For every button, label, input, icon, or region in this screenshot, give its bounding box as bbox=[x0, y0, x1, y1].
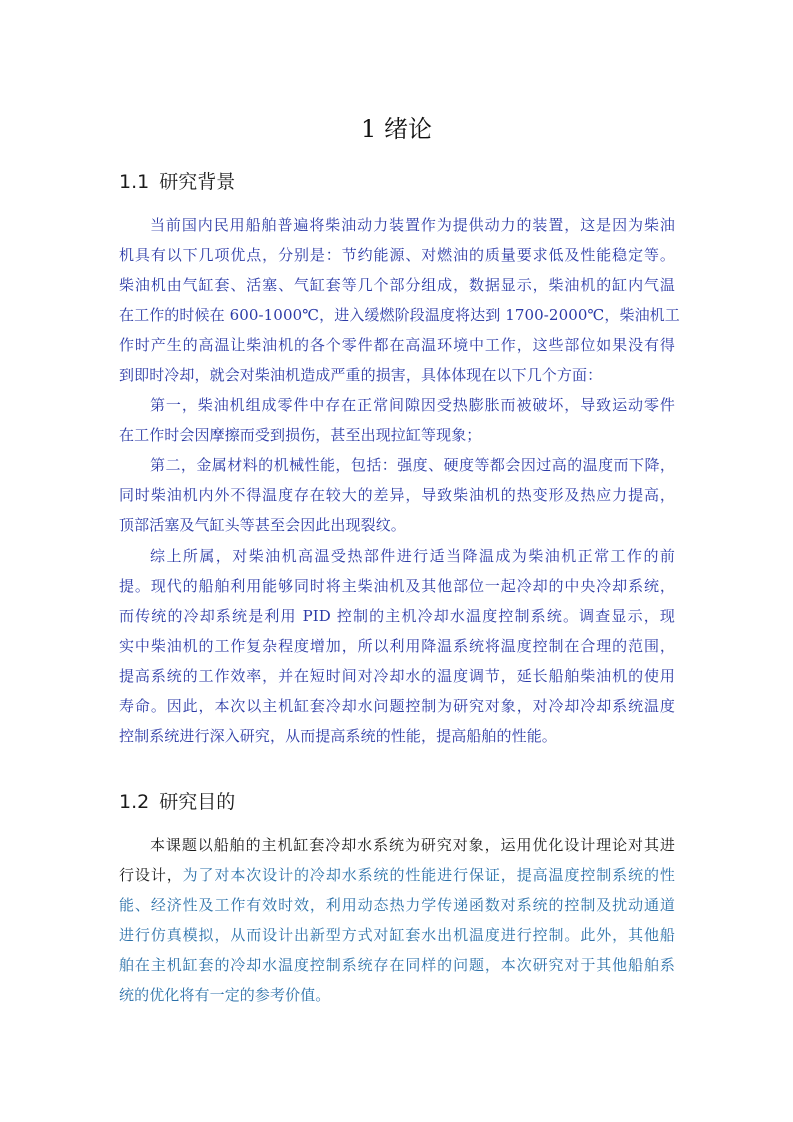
paragraph-line: 寿命。因此，本次以主机缸套冷却水问题控制为研究对象，对冷却冷却系统温度 bbox=[119, 697, 675, 715]
paragraph-line: 舶在主机缸套的冷却水温度控制系统存在同样的问题，本次研究对于其他船舶系 bbox=[119, 956, 675, 974]
paragraph-line: 提高系统的工作效率，并在短时间对冷却水的温度调节，延长船舶柴油机的使用 bbox=[119, 667, 675, 685]
paragraph-line: 而传统的冷却系统是利用 PID 控制的主机冷却水温度控制系统。调查显示，现 bbox=[119, 607, 675, 625]
paragraph-line: 柴油机由气缸套、活塞、气缸套等几个部分组成，数据显示，柴油机的缸内气温 bbox=[119, 276, 675, 294]
paragraph-line: 第一，柴油机组成零件中存在正常间隙因受热膨胀而被破坏，导致运动零件 bbox=[150, 396, 675, 414]
paragraph-line: 综上所属，对柴油机高温受热部件进行适当降温成为柴油机正常工作的前 bbox=[150, 547, 675, 565]
paragraph-line: 能、经济性及工作有效时效，利用动态热力学传递函数对系统的控制及扰动通道 bbox=[119, 896, 675, 914]
paragraph-line: 提。现代的船舶利用能够同时将主柴油机及其他部位一起冷却的中央冷却系统， bbox=[119, 577, 675, 595]
section-title: 研究目的 bbox=[159, 791, 236, 813]
paragraph-line: 在工作的时候在 600-1000℃，进入缓燃阶段温度将达到 1700-2000℃，柴油机工 bbox=[119, 306, 680, 324]
section-number: 1.1 bbox=[119, 171, 150, 193]
paragraph-line: 实中柴油机的工作复杂程度增加，所以利用降温系统将温度控制在合理的范围， bbox=[119, 637, 675, 655]
paragraph-line: 控制系统进行深入研究，从而提高系统的性能，提高船舶的性能。 bbox=[119, 727, 557, 745]
section-title: 研究背景 bbox=[159, 171, 236, 193]
paragraph-line: 本课题以船舶的主机缸套冷却水系统为研究对象，运用优化设计理论对其进 bbox=[150, 836, 675, 854]
paragraph-line: 统的优化将有一定的参考价值。 bbox=[119, 986, 331, 1004]
paragraph-line: 作时产生的高温让柴油机的各个零件都在高温环境中工作，这些部位如果没有得 bbox=[119, 336, 675, 354]
paragraph-line: 到即时冷却，就会对柴油机造成严重的损害，具体体现在以下几个方面： bbox=[119, 366, 603, 384]
line-rest: 为了对本次设计的冷却水系统的性能进行保证，提高温度控制系统的性 bbox=[182, 866, 675, 884]
chapter-title: 1 绪论 bbox=[361, 115, 432, 143]
paragraph-line bbox=[119, 864, 675, 886]
paragraph-line: 顶部活塞及气缸头等甚至会因此出现裂纹。 bbox=[119, 516, 406, 534]
paragraph-line: 进行仿真模拟，从而设计出新型方式对缸套水出机温度进行控制。此外，其他船 bbox=[119, 926, 675, 944]
section-heading-1-2 bbox=[119, 788, 679, 816]
paragraph-line: 当前国内民用船舶普遍将柴油动力装置作为提供动力的装置，这是因为柴油 bbox=[150, 216, 675, 234]
paragraph-line: 在工作时会因摩擦而受到损伤，甚至出现拉缸等现象； bbox=[119, 426, 482, 444]
section-heading-1-1 bbox=[119, 168, 679, 196]
paragraph-line: 同时柴油机内外不得温度存在较大的差异，导致柴油机的热变形及热应力提高， bbox=[119, 486, 675, 504]
paragraph-line: 第二，金属材料的机械性能，包括：强度、硬度等都会因过高的温度而下降， bbox=[150, 456, 675, 474]
paragraph-line: 机具有以下几项优点，分别是：节约能源、对燃油的质量要求低及性能稳定等。 bbox=[119, 246, 675, 264]
line-prefix: 行设计， bbox=[119, 866, 183, 884]
section-number: 1.2 bbox=[119, 791, 150, 813]
